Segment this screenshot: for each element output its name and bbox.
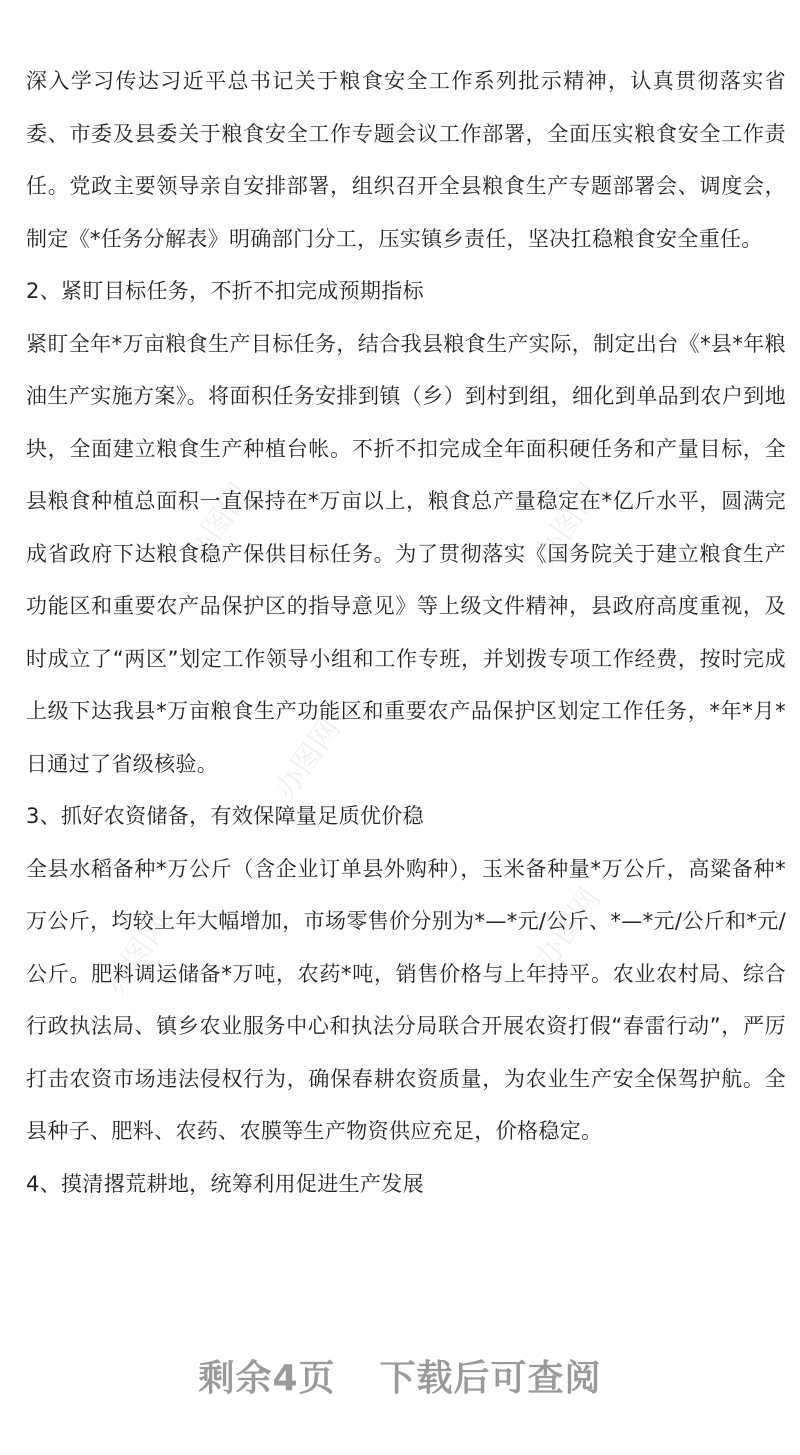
download-prompt[interactable] bbox=[0, 1350, 800, 1401]
watermark-3: 办图网 bbox=[267, 712, 349, 806]
section-4-heading: 4、摸清撂荒耕地，统筹利用促进生产发展 bbox=[26, 1171, 425, 1196]
section-2-body: 紧盯全年*万亩粮食生产目标任务，结合我县粮食生产实际，制定出台《*县*年粮油生产实施方案》。将面积任务安排到镇（乡）到村到组，细化到单品到农户到地块，全面建立粮食生产种植台帐。不折不扣完成全年面积硬任务和产量目标，全县粮食种植总面积一直保持在*万亩以上，粮食总产量稳定在*亿斤水平，圆满完成省政府下达粮食稳产保供目标任务。为了贯彻落实《国务院关于建立粮食生产功能区和重要农产品保护区的指导意见》等上级文件精神，县政府高度重视，及时成立了“两区”划定工作领导小组和工作专班，并划拨专项工作经费，按时完成上级下达我县*万亩粮食生产功能区和重要农产品保护区划定工作任务，*年*月*日通过了省级核验。 bbox=[26, 331, 786, 776]
intro-paragraph: 深入学习传达习近平总书记关于粮食安全工作系列批示精神，认真贯彻落实省委、市委及县委关于粮食安全工作专题会议工作部署，全面压实粮食安全工作责任。党政主要领导亲自安排部署，组织召开全县粮食生产专题部署会、调度会，制定《*任务分解表》明确部门分工，压实镇乡责任，坚决扛稳粮食安全重任。 bbox=[26, 69, 786, 251]
download-hint-label: 下载后可查阅 bbox=[379, 1358, 602, 1399]
watermark-2: 办图网 bbox=[527, 477, 609, 571]
section-2-heading: 2、紧盯目标任务，不折不扣完成预期指标 bbox=[26, 279, 425, 303]
watermark-1: 办图网 bbox=[177, 477, 259, 571]
section-3-heading: 3、抓好农资储备，有效保障量足质优价稳 bbox=[26, 804, 425, 828]
section-3-body: 全县水稻备种*万公斤（含企业订单县外购种），玉米备种量*万公斤，高粱备种*万公斤，均较上年大幅增加，市场零售价分别为*—*元/公斤、*—*元/公斤和*元/公斤。肥料调运储备*万吨，农药*吨，销售价格与上年持平。农业农村局、综合行政执法局、镇乡农业服务中心和执法分局联合开展农资打假“春雷行动”，严厉打击农资市场违法侵权行为，确保春耕农资质量，为农业生产安全保驾护航。全县种子、肥料、农药、农膜等生产物资供应充足，价格稳定。 bbox=[26, 856, 786, 1143]
watermark-5: 办图网 bbox=[527, 882, 609, 976]
document-body bbox=[26, 55, 786, 1210]
remaining-pages-label: 剩余4页 bbox=[198, 1358, 336, 1399]
watermark-4: 办图网 bbox=[97, 907, 179, 1001]
